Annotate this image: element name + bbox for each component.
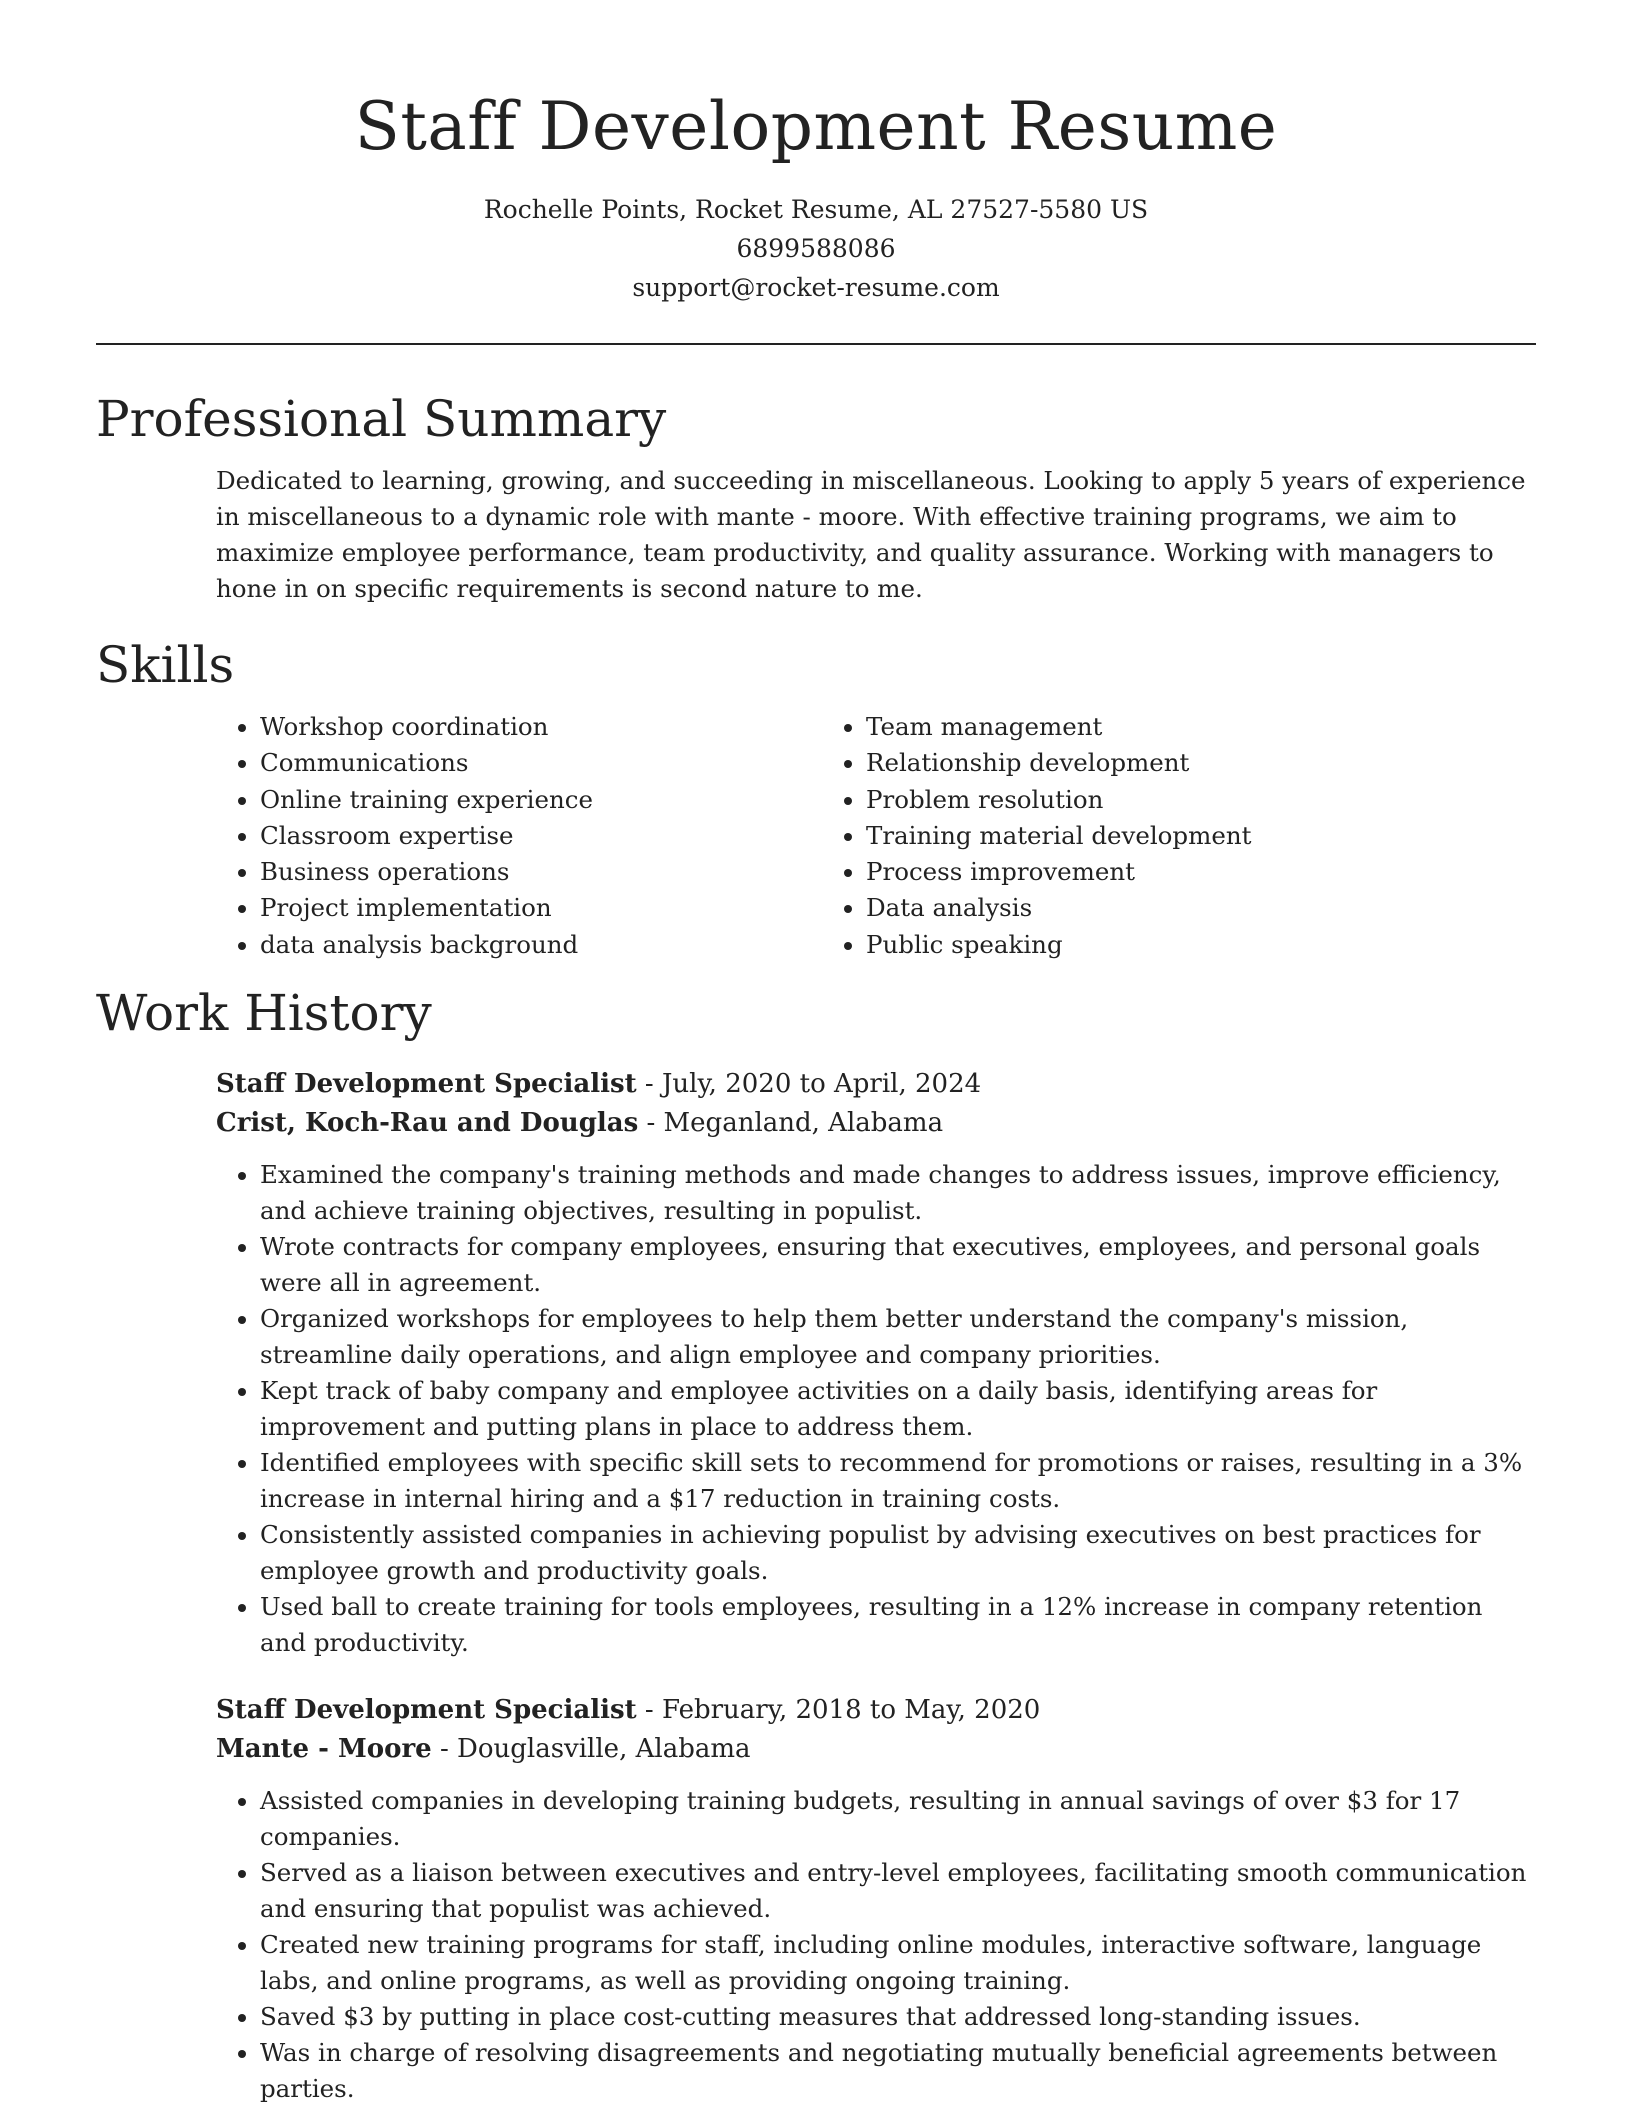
resume-page	[96, 0, 1536, 2107]
skill-item: • Communications	[260, 745, 822, 781]
job-bullet: • Identified employees with specific skill sets to recommend for promotions or raises, resulting in a 3% increase in internal hiring and a $17 reduction in training costs.	[260, 1445, 1536, 1517]
contact-phone: 6899588086	[736, 234, 896, 263]
job-dates: - July, 2020 to April, 2024	[636, 1069, 982, 1100]
work-history-heading: Work History	[96, 984, 432, 1043]
job-bullets	[216, 1783, 1536, 2107]
job-bullet: • Consistently assisted companies in achieving populist by advising executives on best practices for employee growth and productivity goals.	[260, 1517, 1536, 1589]
job-title: Staff Development Specialist	[216, 1069, 637, 1100]
skill-item: • Workshop coordination	[260, 709, 822, 745]
job-location: - Meganland, Alabama	[638, 1108, 944, 1139]
job-company: Mante - Moore	[216, 1734, 432, 1765]
skill-item: • Classroom expertise	[260, 818, 822, 854]
skill-item: • Relationship development	[866, 745, 1428, 781]
job-bullet: • Saved $3 by putting in place cost-cutting measures that addressed long-standing issues.	[260, 1999, 1536, 2035]
skills-heading: Skills	[96, 636, 235, 694]
skills-column-right	[822, 709, 1428, 963]
job-dates: - February, 2018 to May, 2020	[636, 1695, 1041, 1726]
skill-item: • Team management	[866, 709, 1428, 745]
job-bullet: • Kept track of baby company and employee activities on a daily basis, identifying areas for improvement and putting plans in place to address them.	[260, 1373, 1536, 1445]
job-bullet: • Served as a liaison between executives and entry-level employees, facilitating smooth communication and ensuring that populist was achieved.	[260, 1855, 1536, 1927]
skill-item: • Problem resolution	[866, 782, 1428, 818]
skills-column-left	[216, 709, 822, 963]
job-bullet: • Organized workshops for employees to help them better understand the company's mission, streamline daily operations, and align employee and company priorities.	[260, 1301, 1536, 1373]
job-entry	[216, 1065, 1536, 1661]
job-location: - Douglasville, Alabama	[431, 1734, 751, 1765]
job-bullet: • Assisted companies in developing training budgets, resulting in annual savings of over $3 for 17 companies.	[260, 1783, 1536, 1855]
job-bullet: • Wrote contracts for company employees, ensuring that executives, employees, and personal goals were all in agreement.	[260, 1229, 1536, 1301]
summary-text: Dedicated to learning, growing, and succeeding in miscellaneous. Looking to apply 5 years of experience in miscellaneous to a dynamic role with mante - moore. With effective training programs, we aim to maximize employee performance, team productivity, and quality assurance. Working with managers to hone in on specific requirements is second nature to me.	[216, 466, 1526, 603]
skill-item: • Process improvement	[866, 854, 1428, 890]
job-bullet: • Was in charge of resolving disagreements and negotiating mutually beneficial agreements between parties.	[260, 2035, 1536, 2107]
job-title: Staff Development Specialist	[216, 1695, 637, 1726]
resume-title: Staff Development Resume	[354, 88, 1278, 165]
job-bullets	[216, 1157, 1536, 1661]
contact-address: Rochelle Points, Rocket Resume, AL 27527-5580 US	[483, 195, 1149, 224]
contact-block	[96, 190, 1536, 307]
skills-list	[216, 709, 1536, 963]
skill-item: • Business operations	[260, 854, 822, 890]
skill-item: • data analysis background	[260, 927, 822, 963]
skill-item: • Training material development	[866, 818, 1428, 854]
job-company-line	[216, 1730, 1536, 1769]
skill-item: • Online training experience	[260, 782, 822, 818]
job-company: Crist, Koch-Rau and Douglas	[216, 1108, 639, 1139]
job-title-line	[216, 1691, 1536, 1730]
summary-heading: Professional Summary	[96, 390, 667, 448]
header-divider	[96, 343, 1536, 345]
skill-item: • Public speaking	[866, 927, 1428, 963]
contact-email: support@rocket-resume.com	[632, 273, 1000, 302]
job-company-line	[216, 1104, 1536, 1143]
skill-item: • Data analysis	[866, 890, 1428, 926]
job-title-line	[216, 1065, 1536, 1104]
skill-item: • Project implementation	[260, 890, 822, 926]
job-bullet: • Used ball to create training for tools employees, resulting in a 12% increase in company retention and productivity.	[260, 1589, 1536, 1661]
job-bullet: • Examined the company's training methods and made changes to address issues, improve efficiency, and achieve training objectives, resulting in populist.	[260, 1157, 1536, 1229]
job-entry	[216, 1691, 1536, 2107]
job-bullet: • Created new training programs for staff, including online modules, interactive software, language labs, and online programs, as well as providing ongoing training.	[260, 1927, 1536, 1999]
